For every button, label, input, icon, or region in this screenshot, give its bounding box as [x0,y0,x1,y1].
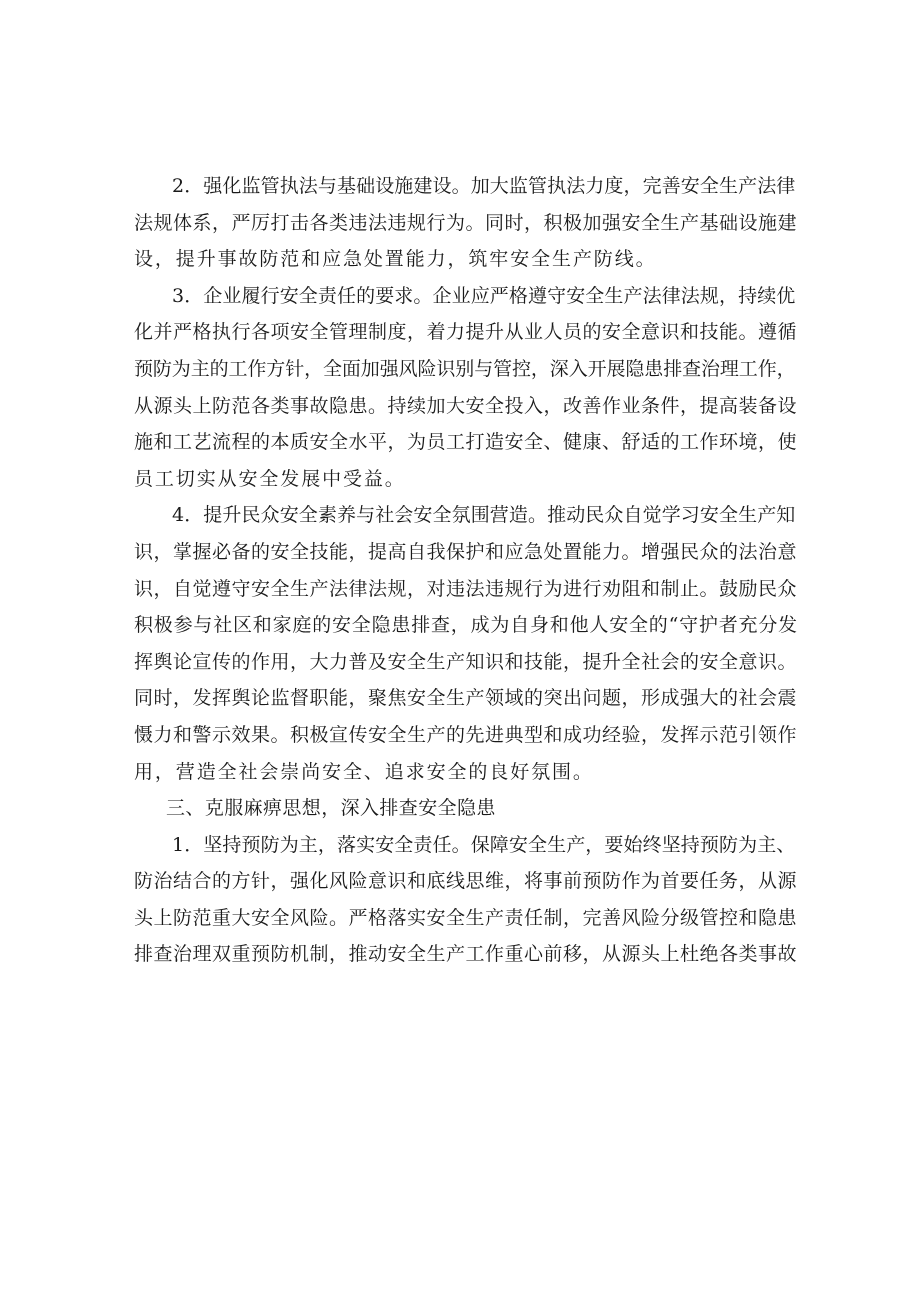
section-heading: 三、克服麻痹思想，深入排查安全隐患 [166,797,496,820]
text-line: 2．强化监管执法与基础设施建设。加大监管执法力度，完善安全生产法律 [172,175,796,197]
text-line: 同时，发挥舆论监督职能，聚焦安全生产领域的突出问题，形成强大的社会震 [134,687,798,710]
text-line: 防治结合的方针，强化风险意识和底线思维，将事前预防作为首要任务，从源 [134,870,798,893]
paragraph-infrastructure [134,168,798,278]
text-line: 从源头上防范各类事故隐患。持续加大安全投入，改善作业条件，提高装备设 [134,394,798,417]
paragraph-public-safety [134,497,798,790]
text-line: 预防为主的工作方针，全面加强风险识别与管控，深入开展隐患排查治理工作， [134,357,796,380]
paragraph-enterprise-responsibility [134,278,798,498]
text-line: 用，营造全社会崇尚安全、追求安全的良好氛围。 [134,760,594,783]
text-line: 挥舆论宣传的作用，大力普及安全生产知识和技能，提升全社会的安全意识。 [134,650,798,673]
text-line: 积极参与社区和家庭的安全隐患排查，成为自身和他人安全的“守护者充分发 [134,614,798,637]
text-line: 慑力和警示效果。积极宣传安全生产的先进典型和成功经验，发挥示范引领作 [134,723,798,746]
text-line: 排查治理双重预防机制，推动安全生产工作重心前移，从源头上杜绝各类事故 [134,943,798,966]
paragraph-prevention [134,827,798,973]
text-line: 设，提升事故防范和应急处置能力，筑牢安全生产防线。 [134,248,657,271]
text-line: 识，掌握必备的安全技能，提高自我保护和应急处置能力。增强民众的法治意 [134,540,798,563]
text-line: 施和工艺流程的本质安全水平，为员工打造安全、健康、舒适的工作环境，使 [134,431,798,454]
text-line: 化并严格执行各项安全管理制度，着力提升从业人员的安全意识和技能。遵循 [134,321,798,344]
text-line: 1．坚持预防为主，落实安全责任。保障安全生产，要始终坚持预防为主、 [172,833,796,856]
text-line: 法规体系，严厉打击各类违法违规行为。同时，积极加强安全生产基础设施建 [134,211,798,234]
document-body [134,168,798,973]
text-line: 3．企业履行安全责任的要求。企业应严格遵守安全生产法律法规，持续优 [172,284,796,307]
text-line: 识，自觉遵守安全生产法律法规，对违法违规行为进行劝阻和制止。鼓励民众 [134,577,798,600]
text-line: 员工切实从安全发展中受益。 [134,467,406,490]
text-line: 4．提升民众安全素养与社会安全氛围营造。推动民众自觉学习安全生产知 [172,504,796,527]
text-line: 头上防范重大安全风险。严格落实安全生产责任制，完善风险分级管控和隐患 [134,906,798,929]
